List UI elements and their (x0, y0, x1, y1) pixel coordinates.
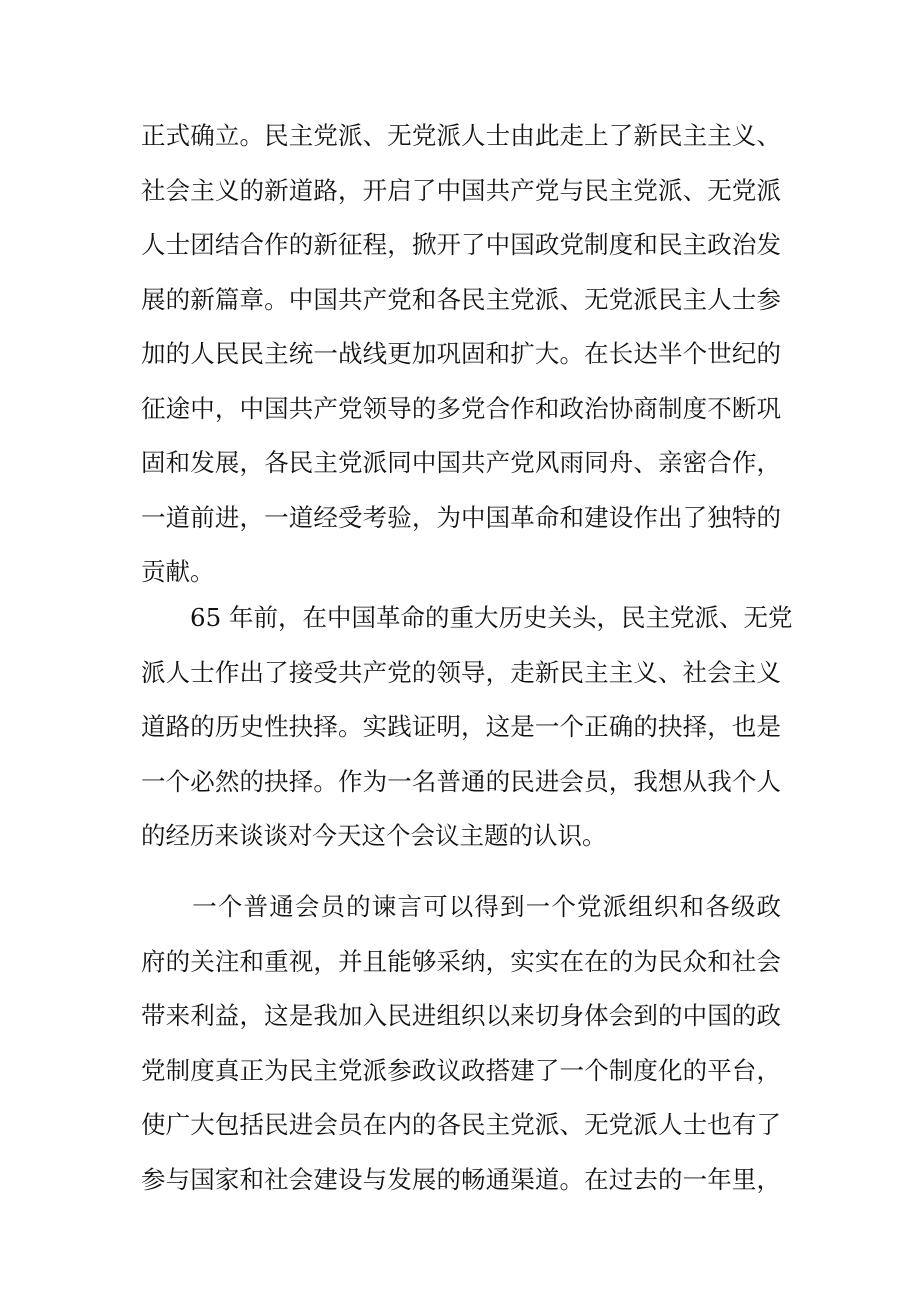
paragraph-line: 征途中，中国共产党领导的多党合作和政治协商制度不断巩 (141, 393, 781, 423)
paragraph-line: 人士团结合作的新征程，掀开了中国政党制度和民主政治发 (141, 230, 781, 259)
paragraph-line: 正式确立。民主党派、无党派人士由此走上了新民主主义、 (141, 121, 781, 150)
paragraph-line: 道路的历史性抉择。实践证明，这是一个正确的抉择，也是 (141, 712, 781, 741)
paragraph-line: 展的新篇章。中国共产党和各民主党派、无党派民主人士参 (141, 284, 781, 314)
paragraph-line: 加的人民民主统一战线更加巩固和扩大。在长达半个世纪的 (141, 339, 781, 368)
paragraph-line: 府的关注和重视，并且能够采纳，实实在在的为民众和社会 (141, 946, 781, 976)
paragraph-line: 一个必然的抉择。作为一名普通的民进会员，我想从我个人 (141, 766, 781, 796)
paragraph-line: 党制度真正为民主党派参政议政搭建了一个制度化的平台， (141, 1055, 781, 1085)
paragraph-line: 派人士作出了接受共产党的领导，走新民主主义、社会主义 (141, 657, 781, 687)
paragraph-1 (141, 109, 781, 600)
paragraph-line: 社会主义的新道路，开启了中国共产党与民主党派、无党派 (141, 175, 781, 205)
paragraph-2 (141, 591, 793, 864)
paragraph-line: 贡献。 (141, 557, 215, 586)
paragraph-line: 使广大包括民进会员在内的各民主党派、无党派人士也有了 (141, 1110, 781, 1139)
paragraph-line: 参与国家和社会建设与发展的畅通渠道。在过去的一年里， (141, 1164, 781, 1194)
paragraph-line: 带来利益，这是我加入民进组织以来切身体会到的中国的政 (141, 1001, 781, 1030)
paragraph-line: 65 年前，在中国革命的重大历史关头，民主党派、无党 (141, 603, 793, 632)
paragraph-3 (141, 880, 781, 1207)
paragraph-line: 一道前进，一道经受考验，为中国革命和建设作出了独特的 (141, 502, 781, 532)
paragraph-line: 固和发展，各民主党派同中国共产党风雨同舟、亲密合作， (141, 448, 781, 477)
paragraph-line: 的经历来谈谈对今天这个会议主题的认识。 (141, 821, 607, 850)
paragraph-line: 一个普通会员的谏言可以得到一个党派组织和各级政 (141, 892, 781, 921)
